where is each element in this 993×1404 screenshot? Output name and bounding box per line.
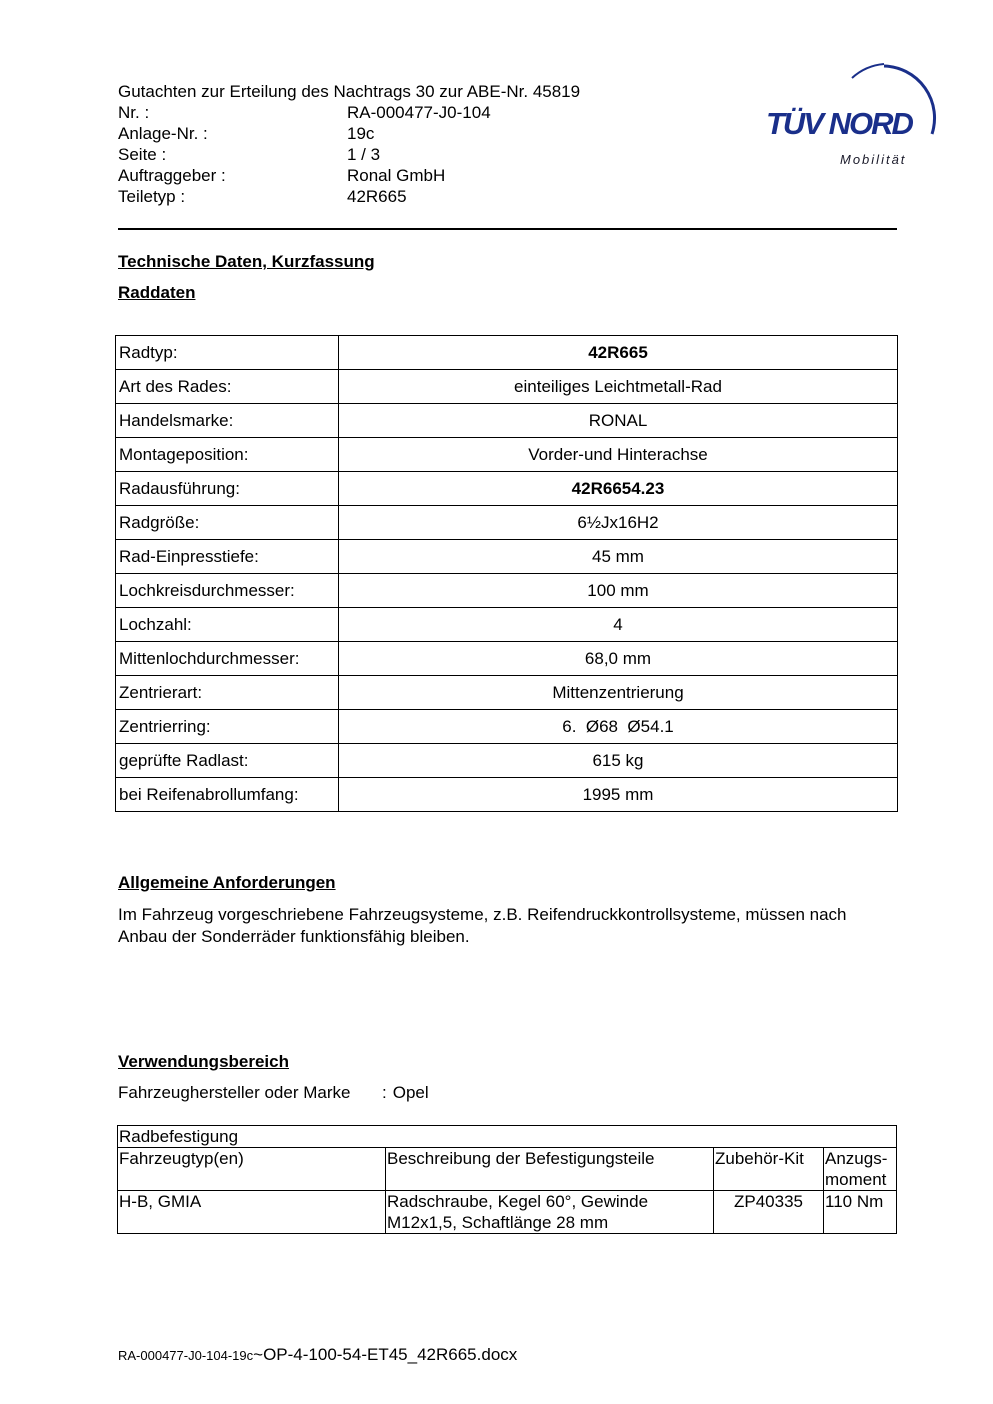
maker-separator: : <box>382 1083 387 1102</box>
row-label: Zentrierart: <box>116 676 339 710</box>
row-label: Lochzahl: <box>116 608 339 642</box>
header-field-teiletyp <box>118 186 491 207</box>
header-divider <box>118 228 897 230</box>
column-header: Fahrzeugtyp(en) <box>118 1148 386 1191</box>
header-field-auftraggeber <box>118 165 491 186</box>
row-value: 4 <box>339 608 898 642</box>
field-value: 1 / 3 <box>347 145 381 164</box>
row-label: Handelsmarke: <box>116 404 339 438</box>
cell-accessory-kit: ZP40335 <box>714 1191 824 1234</box>
row-value: 100 mm <box>339 574 898 608</box>
row-label: Art des Rades: <box>116 370 339 404</box>
document-title: Gutachten zur Erteilung des Nachtrags 30 zur ABE-Nr. 45819 <box>118 82 581 101</box>
row-value: 68,0 mm <box>339 642 898 676</box>
row-value: 6. Ø68 Ø54.1 <box>339 710 898 744</box>
column-header: Anzugs-moment <box>824 1148 897 1191</box>
field-label: Teiletyp : <box>118 187 186 206</box>
maker-label: Fahrzeughersteller oder Marke <box>118 1083 351 1102</box>
cell-vehicle-type: H-B, GMIA <box>118 1191 386 1234</box>
heading-technical-data: Technische Daten, Kurzfassung <box>118 252 375 271</box>
row-value: 42R665 <box>339 336 898 370</box>
wheel-data-table <box>115 335 898 812</box>
row-value: 615 kg <box>339 744 898 778</box>
header-field-nr <box>118 102 491 123</box>
field-value: 42R665 <box>347 187 407 206</box>
table-row <box>116 778 898 812</box>
row-label: bei Reifenabrollumfang: <box>116 778 339 812</box>
row-label: Rad-Einpresstiefe: <box>116 540 339 574</box>
table-row <box>116 710 898 744</box>
column-header: Beschreibung der Befestigungsteile <box>386 1148 714 1191</box>
row-label: Montageposition: <box>116 438 339 472</box>
footer-prefix: RA-000477-J0-104-19c <box>118 1348 254 1363</box>
row-label: Radgröße: <box>116 506 339 540</box>
row-value: Mittenzentrierung <box>339 676 898 710</box>
row-value: RONAL <box>339 404 898 438</box>
table-row <box>116 744 898 778</box>
header-field-seite <box>118 144 491 165</box>
heading-usage-range: Verwendungsbereich <box>118 1052 289 1071</box>
table-row <box>116 506 898 540</box>
table-row <box>118 1191 897 1234</box>
logo-subtext: Mobilität <box>840 152 907 167</box>
table-row <box>116 676 898 710</box>
field-label: Auftraggeber : <box>118 166 226 185</box>
row-label: geprüfte Radlast: <box>116 744 339 778</box>
field-label: Nr. : <box>118 103 150 122</box>
vehicle-maker-line <box>118 1082 429 1104</box>
tuv-nord-logo <box>762 56 942 174</box>
heading-wheel-data: Raddaten <box>118 283 196 302</box>
table-row <box>116 540 898 574</box>
table-title-row <box>118 1126 897 1148</box>
row-label: Radausführung: <box>116 472 339 506</box>
row-value: einteiliges Leichtmetall-Rad <box>339 370 898 404</box>
field-label: Seite : <box>118 145 167 164</box>
table-row <box>116 438 898 472</box>
table-header-row <box>118 1148 897 1191</box>
header-fields <box>118 102 491 207</box>
row-value: 1995 mm <box>339 778 898 812</box>
table-row <box>116 608 898 642</box>
row-label: Mittenlochdurchmesser: <box>116 642 339 676</box>
row-value: 42R6654.23 <box>339 472 898 506</box>
field-value: Ronal GmbH <box>347 166 446 185</box>
table-row <box>116 336 898 370</box>
row-label: Lochkreisdurchmesser: <box>116 574 339 608</box>
table-row <box>116 472 898 506</box>
table-row <box>116 642 898 676</box>
row-label: Radtyp: <box>116 336 339 370</box>
field-value: 19c <box>347 124 375 143</box>
field-label: Anlage-Nr. : <box>118 124 208 143</box>
footer-filename <box>118 1345 517 1365</box>
maker-value: Opel <box>392 1083 429 1102</box>
header-field-anlage <box>118 123 491 144</box>
table-row <box>116 370 898 404</box>
table-row <box>116 574 898 608</box>
row-value: 6½Jx16H2 <box>339 506 898 540</box>
heading-general-requirements: Allgemeine Anforderungen <box>118 873 336 892</box>
column-header: Zubehör-Kit <box>714 1148 824 1191</box>
logo-text: TÜV NORD <box>766 106 912 141</box>
row-value: Vorder-und Hinterachse <box>339 438 898 472</box>
field-value: RA-000477-J0-104 <box>347 103 491 122</box>
row-label: Zentrierring: <box>116 710 339 744</box>
wheel-mounting-table <box>117 1125 897 1234</box>
cell-description: Radschraube, Kegel 60°, Gewinde M12x1,5, Schaftlänge 28 mm <box>386 1191 714 1234</box>
table-title: Radbefestigung <box>118 1126 897 1148</box>
row-value: 45 mm <box>339 540 898 574</box>
cell-torque: 110 Nm <box>824 1191 897 1234</box>
requirements-text: Im Fahrzeug vorgeschriebene Fahrzeugsysteme, z.B. Reifendruckkontrollsysteme, müssen nach Anbau der Sonderräder funktionsfähig bleiben. <box>118 905 847 946</box>
table-row <box>116 404 898 438</box>
footer-file: ~OP-4-100-54-ET45_42R665.docx <box>253 1345 518 1364</box>
